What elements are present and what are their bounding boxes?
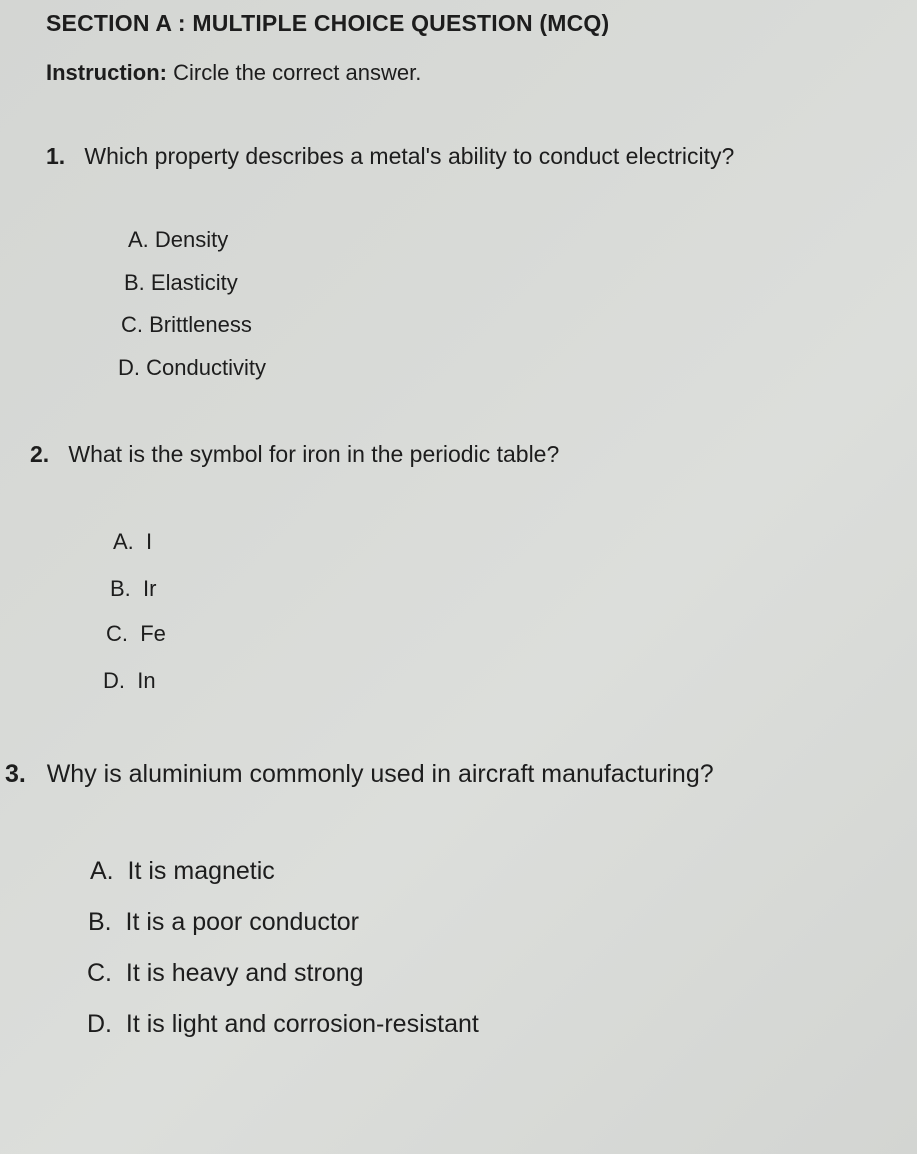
option-letter: A.: [90, 857, 114, 885]
option-text: Conductivity: [146, 355, 266, 380]
option-3b[interactable]: [88, 908, 359, 937]
question-3: [5, 760, 714, 789]
option-2c[interactable]: [106, 621, 166, 647]
option-letter: A.: [128, 227, 149, 252]
option-1d[interactable]: [118, 355, 266, 381]
option-3a[interactable]: [90, 857, 275, 886]
option-text: I: [146, 529, 153, 554]
question-2: [30, 441, 559, 468]
option-text: It is heavy and strong: [125, 959, 364, 987]
option-text: Density: [154, 227, 229, 252]
option-letter: B.: [110, 576, 131, 601]
question-number: 3.: [5, 760, 26, 788]
option-letter: C.: [87, 959, 112, 987]
instruction-line: [46, 60, 421, 86]
option-text: It is light and corrosion-resistant: [125, 1010, 479, 1038]
option-text: Elasticity: [150, 270, 238, 295]
question-text: Which property describes a metal's ability to conduct electricity?: [84, 143, 735, 169]
option-letter: B.: [124, 270, 145, 295]
option-2a[interactable]: [113, 529, 152, 555]
section-heading: SECTION A : MULTIPLE CHOICE QUESTION (MCQ): [46, 10, 610, 36]
option-letter: D.: [118, 355, 140, 380]
option-1b[interactable]: [124, 270, 238, 296]
option-letter: D.: [87, 1010, 112, 1038]
option-3d[interactable]: [87, 1010, 479, 1039]
option-2d[interactable]: [103, 668, 156, 694]
option-letter: C.: [121, 312, 143, 337]
instruction-text: Circle the correct answer.: [173, 60, 422, 85]
instruction-label: Instruction:: [46, 60, 167, 85]
option-text: Ir: [143, 576, 157, 601]
option-1c[interactable]: [121, 312, 252, 338]
option-text: In: [137, 668, 156, 693]
option-text: It is a poor conductor: [125, 908, 359, 936]
question-1: [46, 143, 734, 170]
question-text: Why is aluminium commonly used in aircraft manufacturing?: [46, 760, 714, 788]
option-text: It is magnetic: [127, 857, 275, 885]
option-3c[interactable]: [87, 959, 364, 988]
option-text: Fe: [140, 621, 166, 646]
question-number: 2.: [30, 441, 50, 467]
option-text: Brittleness: [149, 312, 252, 337]
question-text: What is the symbol for iron in the periodic table?: [68, 441, 560, 467]
question-number: 1.: [46, 143, 66, 169]
option-letter: C.: [106, 621, 128, 646]
option-letter: B.: [88, 908, 112, 936]
option-1a[interactable]: [128, 227, 228, 253]
option-2b[interactable]: [110, 576, 156, 602]
option-letter: A.: [113, 529, 134, 554]
option-letter: D.: [103, 668, 125, 693]
